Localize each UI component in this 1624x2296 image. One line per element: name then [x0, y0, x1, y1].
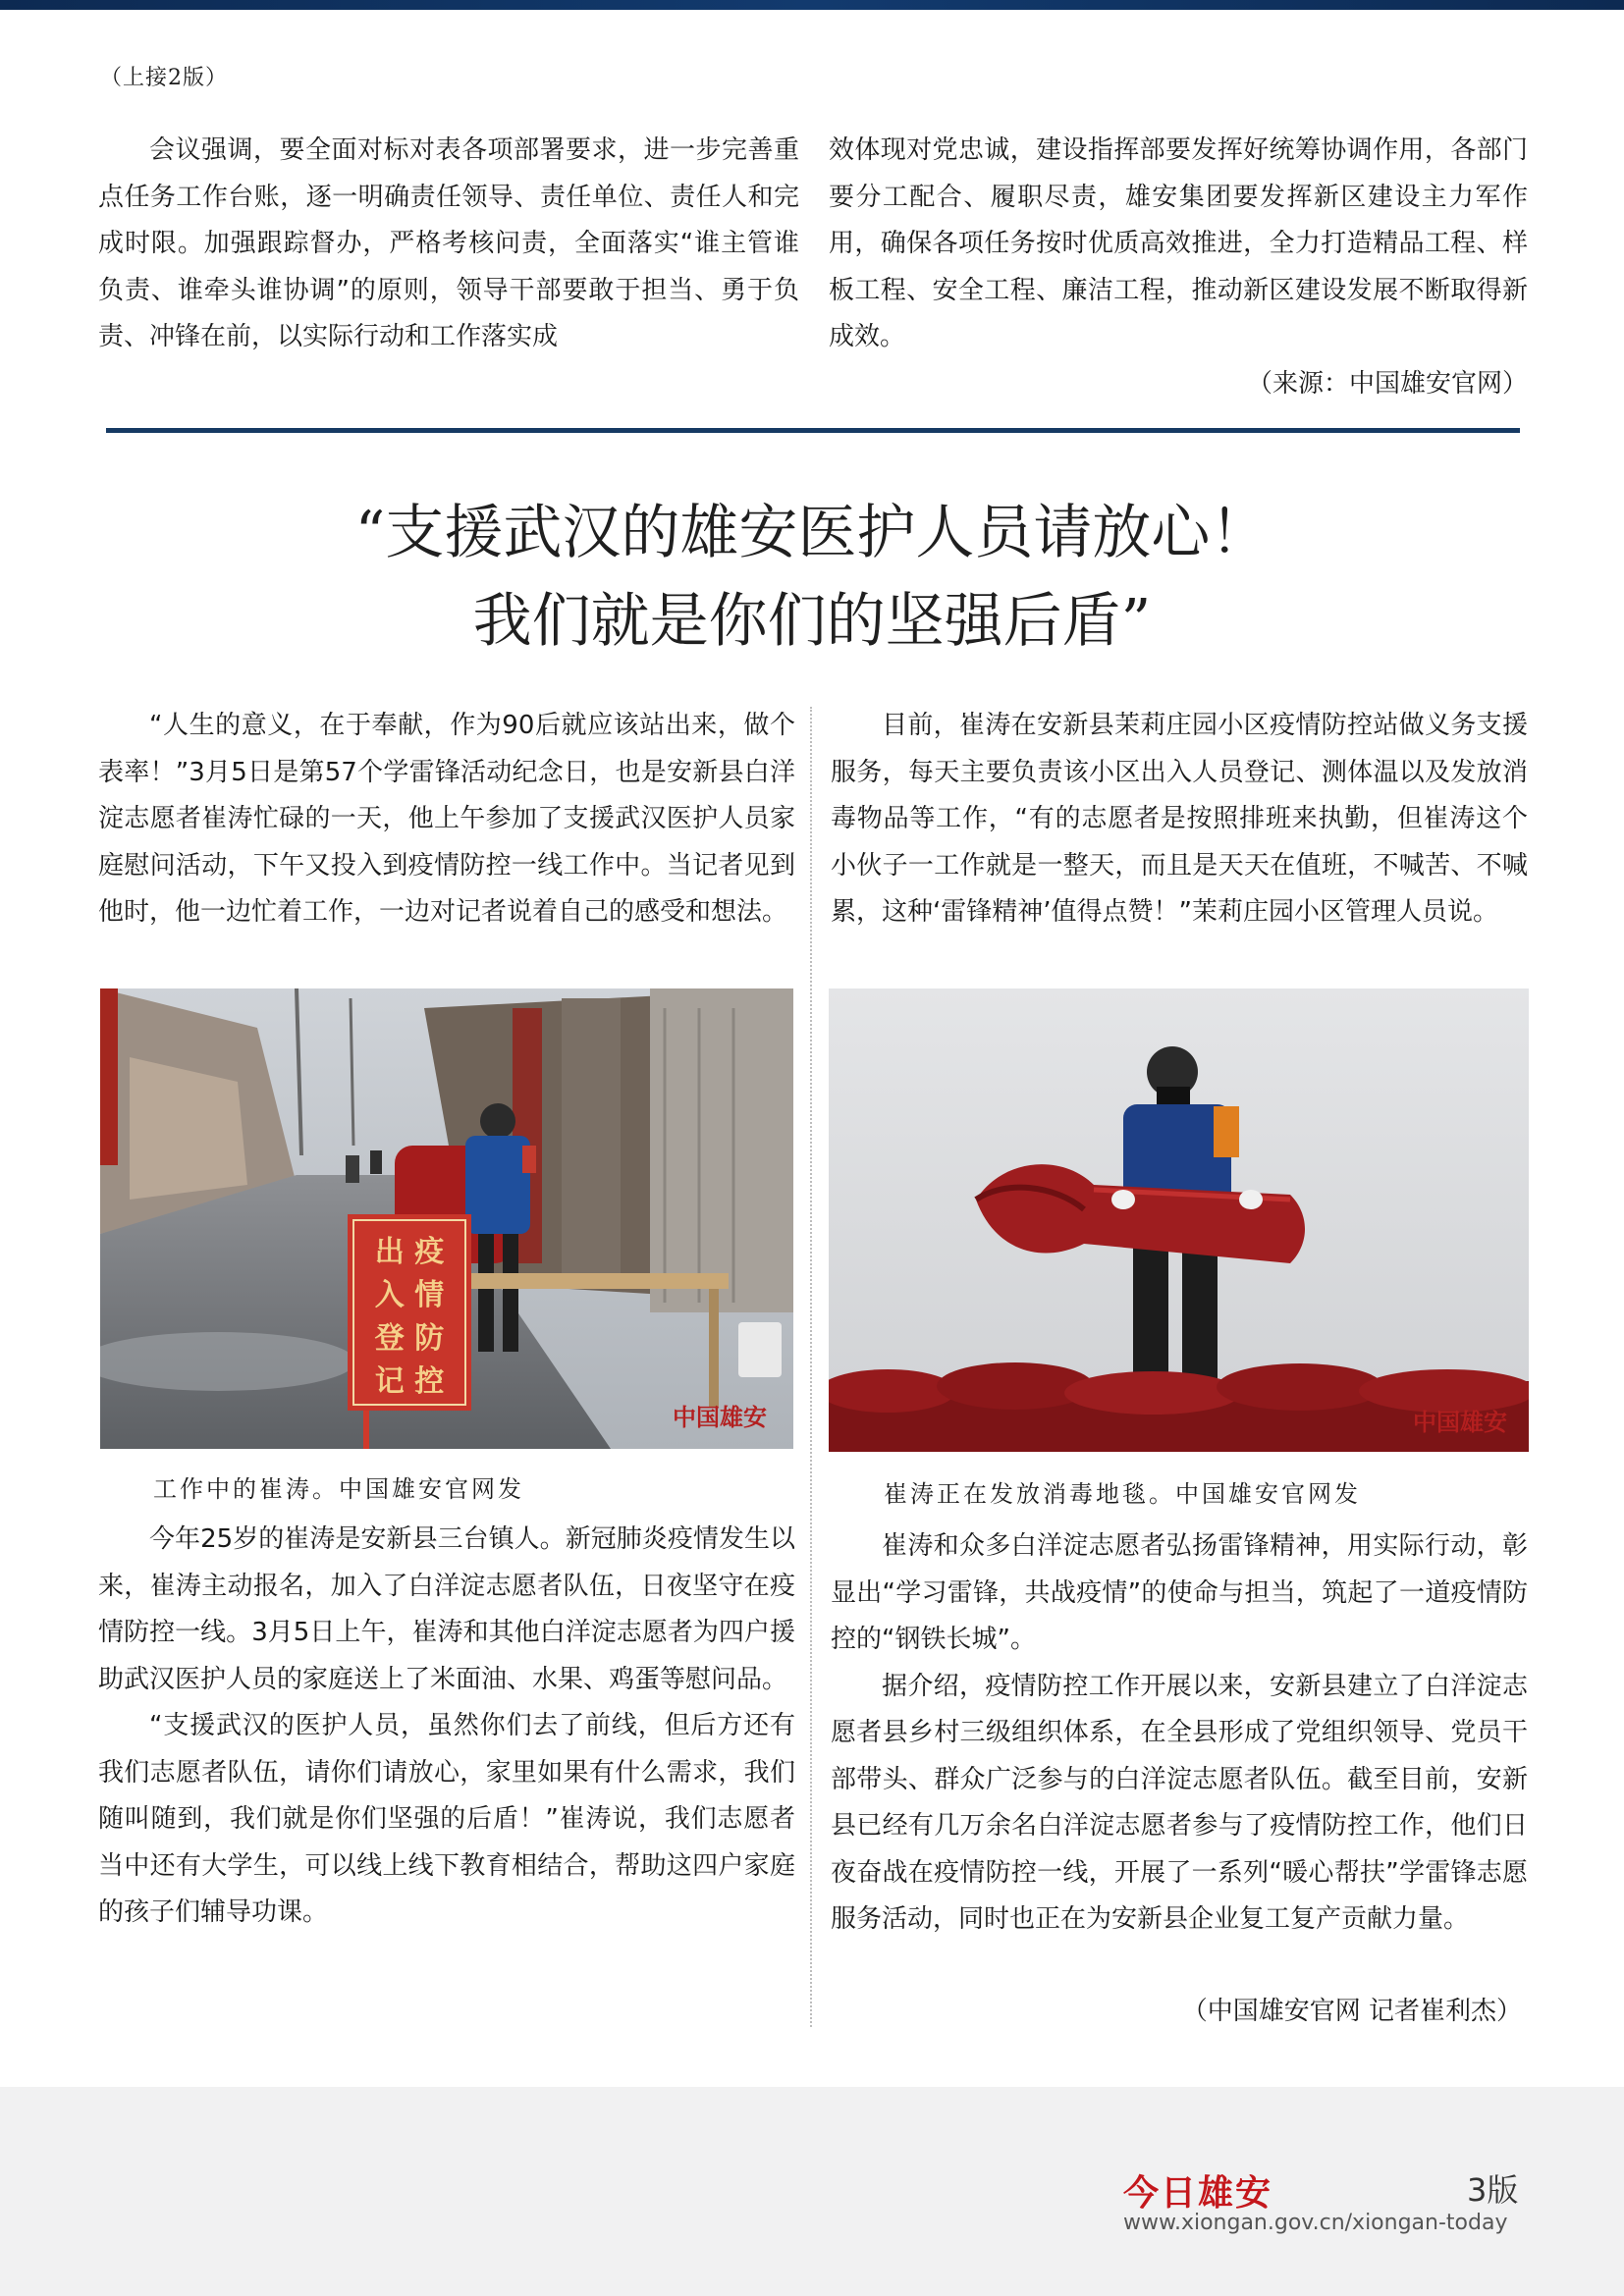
top-article-left-text: 会议强调，要全面对标对表各项部署要求，进一步完善重点任务工作台账，逐一明确责任领导、责任单位、责任人和完成时限。加强跟踪督办，严格考核问责，全面落实“谁主管谁负责、谁牵头谁协调”的原则，领导干部要敢于担当、勇于负责、冲锋在前，以实际行动和工作落实成	[98, 135, 799, 351]
paragraph: 今年25岁的崔涛是安新县三台镇人。新冠肺炎疫情发生以来，崔涛主动报名，加入了白洋淀志愿者队伍，日夜坚守在疫情防控一线。3月5日上午，崔涛和其他白洋淀志愿者为四户援助武汉医护人员的家庭送上了米面油、水果、鸡蛋等慰问品。	[98, 1524, 795, 1694]
sign-text-line-3: 登 防	[374, 1321, 445, 1356]
article-headline	[0, 489, 1624, 666]
section-divider	[106, 428, 1520, 433]
paragraph: 目前，崔涛在安新县茉莉庄园小区疫情防控站做义务支援服务，每天主要负责该小区出入人员登记、测体温以及发放消毒物品等工作，“有的志愿者是按照排班来执勤，但崔涛这个小伙子一工作就是一整天，而且是天天在值班，不喊苦、不喊累，这种‘雷锋精神’值得点赞！”茉莉庄园小区管理人员说。	[831, 711, 1528, 927]
article-right-body	[831, 1523, 1528, 1944]
top-band	[0, 0, 1624, 10]
photo-watermark: 中国雄安	[673, 1403, 767, 1431]
photo-caption-right: 崔涛正在发放消毒地毯。中国雄安官网发	[884, 1480, 1361, 1508]
continuation-note: （上接2版）	[100, 66, 228, 90]
footer-url: www.xiongan.gov.cn/xiongan-today	[1123, 2211, 1508, 2235]
paragraph: “人生的意义，在于奉献，作为90后就应该站出来，做个表率！”3月5日是第57个学雷锋活动纪念日，也是安新县白洋淀志愿者崔涛忙碌的一天，他上午参加了支援武汉医护人员家庭慰问活动，下午又投入到疫情防控一线工作中。当记者见到他时，他一边忙着工作，一边对记者说着自己的感受和想法。	[98, 711, 795, 927]
page-number: 3版	[1467, 2171, 1519, 2209]
photo-checkpoint-illustration	[100, 988, 793, 1449]
column-divider	[810, 707, 812, 2027]
headline-line-1: “支援武汉的雄安医护人员请放心！	[354, 499, 1270, 567]
photo-checkpoint	[100, 988, 793, 1449]
article-left-body	[98, 1517, 795, 1937]
article-left-intro	[98, 703, 795, 936]
photo-caption-left: 工作中的崔涛。中国雄安官网发	[153, 1475, 524, 1503]
top-article-right-text: 效体现对党忠诚，建设指挥部要发挥好统筹协调作用，各部门要分工配合、履职尽责，雄安集团要发挥新区建设主力军作用，确保各项任务按时优质高效推进，全力打造精品工程、样板工程、安全工程、廉洁工程，推动新区建设发展不断取得新成效。	[829, 135, 1528, 351]
article-credit: （中国雄安官网 记者崔利杰）	[1181, 1997, 1522, 2026]
page-footer	[0, 2087, 1624, 2296]
brand-logo: 今日雄安	[1123, 2172, 1273, 2214]
headline-line-2: 我们就是你们的坚强后盾”	[472, 587, 1152, 656]
sign-text-line-2: 入 情	[374, 1278, 445, 1312]
paragraph: 崔涛和众多白洋淀志愿者弘扬雷锋精神，用实际行动，彰显出“学习雷锋，共战疫情”的使命与担当，筑起了一道疫情防控的“钢铁长城”。	[831, 1531, 1528, 1654]
paragraph: “支援武汉的医护人员，虽然你们去了前线，但后方还有我们志愿者队伍，请你们请放心，家里如果有什么需求，我们随叫随到，我们就是你们坚强的后盾！”崔涛说，我们志愿者当中还有大学生，可以线上线下教育相结合，帮助这四户家庭的孩子们辅导功课。	[98, 1711, 795, 1927]
photo-carpets-illustration	[829, 988, 1529, 1452]
sign-text-line-4: 记 控	[374, 1364, 445, 1399]
paragraph: 据介绍，疫情防控工作开展以来，安新县建立了白洋淀志愿者县乡村三级组织体系，在全县形成了党组织领导、党员干部带头、群众广泛参与的白洋淀志愿者队伍。截至目前，安新县已经有几万余名白洋淀志愿者参与了疫情防控工作，他们日夜奋战在疫情防控一线，开展了一系列“暖心帮扶”学雷锋志愿服务活动，同时也正在为安新县企业复工复产贡献力量。	[831, 1671, 1528, 1934]
top-article-right-column	[829, 128, 1528, 407]
photo-watermark: 中国雄安	[1413, 1408, 1507, 1436]
sign-text-line-1: 出 疫	[374, 1235, 445, 1269]
top-article-left-column	[98, 128, 799, 361]
article-right-intro	[831, 703, 1528, 936]
top-article-source: （来源：中国雄安官网）	[1246, 368, 1528, 399]
photo-carpets	[829, 988, 1529, 1452]
